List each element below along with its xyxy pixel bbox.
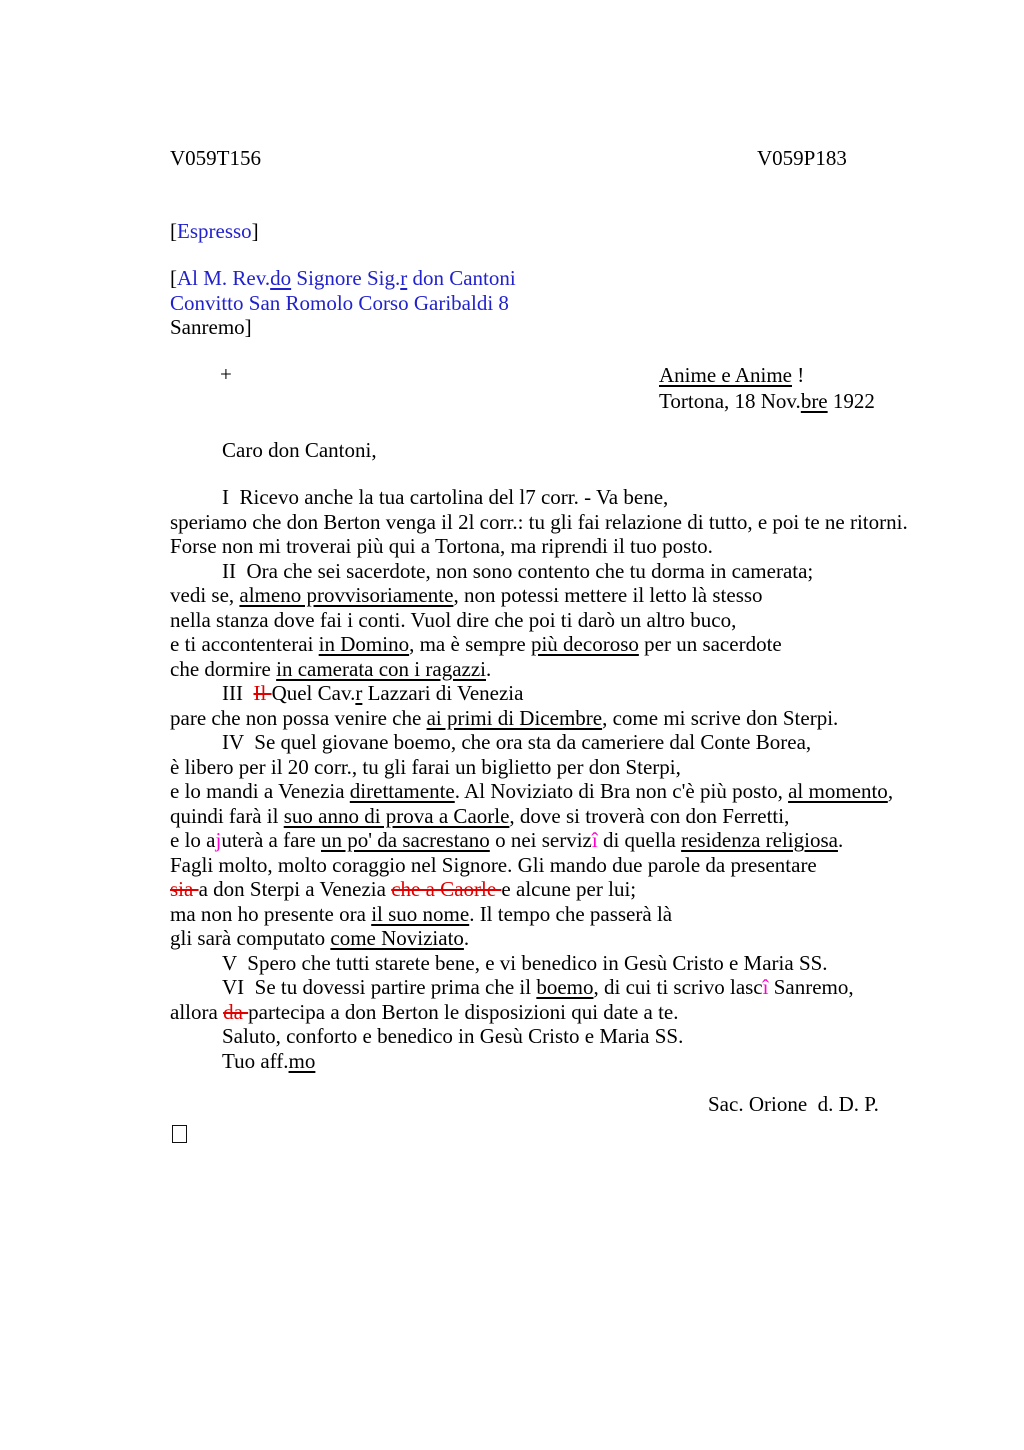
- struck-text: da: [223, 999, 249, 1024]
- text-run: !: [791, 363, 805, 387]
- text-run: e lo mandi a Venezia: [170, 779, 350, 803]
- text-run: III: [222, 681, 254, 705]
- underlined-text: boemo: [536, 975, 594, 999]
- text-run: II Ora che sei sacerdote, non sono contento che tu dorma in camerata;: [222, 558, 814, 583]
- text-run: I Ricevo anche la tua cartolina del l7 corr. - Va bene,: [222, 485, 669, 509]
- text-run: j: [215, 828, 222, 852]
- underlined-text: come Noviziato: [330, 926, 464, 950]
- text-run: , come mi scrive don Sterpi.: [602, 705, 839, 730]
- underlined-text: suo anno di prova a Caorle: [283, 803, 510, 828]
- underlined-text: ai primi di Dicembre: [426, 705, 603, 730]
- text-run: allora: [170, 999, 224, 1024]
- letter-line: [170, 755, 908, 780]
- text-run: e ti accontenterai: [170, 632, 319, 656]
- underlined-text: r: [400, 266, 408, 290]
- text-run: per un sacerdote: [638, 632, 782, 656]
- letter-line: [170, 1000, 908, 1025]
- struck-text: sia: [170, 877, 199, 901]
- underlined-text: mo: [288, 1048, 316, 1073]
- letter-line: [170, 730, 908, 755]
- text-run: î: [591, 828, 598, 852]
- letter-line: [170, 877, 908, 902]
- text-run: Forse non mi troverai più qui a Tortona, ma riprendi il tuo posto.: [170, 534, 713, 558]
- text-run: , ma è sempre: [409, 632, 531, 656]
- letter-line: [170, 706, 908, 731]
- motto-line: [659, 363, 804, 388]
- underlined-text: direttamente: [349, 779, 455, 803]
- underlined-text: almeno provvisoriamente: [239, 583, 454, 607]
- underlined-text: in Domino: [318, 632, 410, 656]
- letter-line: [170, 510, 908, 535]
- text-run: che dormire: [170, 656, 277, 681]
- text-run: è libero per il 20 corr., tu gli farai un biglietto per don Sterpi,: [170, 754, 681, 779]
- text-run: vedi se,: [170, 583, 240, 607]
- letter-line: [170, 853, 908, 878]
- letter-line: [170, 951, 908, 976]
- dateline: [659, 389, 875, 414]
- empty-square-glyph: [172, 1125, 187, 1143]
- text-run: o nei serviz: [489, 828, 592, 852]
- text-run: speriamo che don Berton venga il 2l corr.: tu gli fai relazione di tutto, e poi te ne ritorni.: [170, 509, 908, 534]
- text-run: pare che non possa venire che: [170, 705, 427, 730]
- struck-text: che a Caorle: [391, 877, 502, 901]
- underlined-text: più decoroso: [530, 632, 639, 656]
- letter-line: [170, 902, 908, 927]
- text-run: [: [170, 266, 177, 290]
- letter-line: [170, 1024, 908, 1049]
- text-run: Sanremo]: [170, 315, 252, 339]
- text-run: Tuo aff.: [222, 1048, 289, 1073]
- letter-line: [170, 828, 908, 853]
- text-run: .: [837, 828, 844, 852]
- letter-body: [170, 485, 908, 1073]
- text-run: e lo a: [170, 828, 216, 852]
- text-run: di quella: [597, 828, 682, 852]
- text-run: Lazzari di Venezia: [362, 681, 524, 705]
- text-run: gli sarà computato: [170, 926, 331, 950]
- text-run: VI Se tu dovessi partire prima che il: [222, 975, 537, 999]
- letter-line: [170, 485, 908, 510]
- text-run: Espresso: [177, 219, 252, 243]
- text-run: [: [170, 219, 177, 243]
- text-run: Fagli molto, molto coraggio nel Signore. Gli mando due parole da presentare: [170, 852, 817, 877]
- letter-line: [170, 534, 908, 559]
- underlined-text: r: [355, 681, 363, 705]
- text-run: ma non ho presente ora: [170, 901, 372, 926]
- text-run: , dove si troverà con don Ferretti,: [509, 803, 790, 828]
- text-run: partecipa a don Berton le disposizioni qui date a te.: [248, 999, 679, 1024]
- struck-text: Il: [253, 681, 272, 705]
- text-run: V Spero che tutti starete bene, e vi benedico in Gesù Cristo e Maria SS.: [222, 950, 828, 975]
- address-block: [170, 266, 516, 340]
- signature: Sac. Orione d. D. P.: [708, 1092, 879, 1116]
- text-run: Convitto San Romolo Corso Garibaldi 8: [170, 290, 509, 315]
- underlined-text: residenza religiosa: [681, 828, 838, 852]
- letter-line: [170, 804, 908, 829]
- letter-line: [170, 608, 908, 633]
- text-run: , di cui ti scrivo lasc: [593, 975, 763, 999]
- text-run: , non potessi mettere il letto là stesso: [453, 583, 763, 607]
- text-run: Al M. Rev.: [177, 266, 271, 290]
- underlined-text: un po' da sacrestano: [321, 828, 490, 852]
- document-code-right: V059P183: [757, 146, 847, 170]
- underlined-text: in camerata con i ragazzi: [276, 656, 486, 681]
- letter-line: [170, 583, 908, 608]
- letter-line: [170, 657, 908, 682]
- letter-line: [170, 1049, 908, 1074]
- text-run: uterà a fare: [221, 828, 321, 852]
- text-run: . Al Noviziato di Bra non c'è più posto,: [454, 779, 789, 803]
- address-line: [170, 266, 516, 291]
- text-run: . Il tempo che passerà là: [469, 901, 673, 926]
- letter-line: [170, 926, 908, 951]
- letter-line: [170, 559, 908, 584]
- text-run: IV Se quel giovane boemo, che ora sta da cameriere dal Conte Borea,: [222, 730, 812, 754]
- text-run: ]: [251, 219, 259, 243]
- text-run: .: [486, 656, 492, 681]
- underlined-text: bre: [800, 389, 828, 413]
- text-run: Tortona, 18 Nov.: [659, 389, 801, 413]
- letter-line: [170, 975, 908, 1000]
- text-run: nella stanza dove fai i conti. Vuol dire che poi ti darò un altro buco,: [170, 607, 737, 632]
- salutation: Caro don Cantoni,: [222, 438, 377, 462]
- text-run: quindi farà il: [170, 803, 284, 828]
- letter-line: [170, 681, 908, 706]
- text-run: î: [762, 975, 769, 999]
- text-run: a don Sterpi a Venezia: [198, 877, 392, 901]
- text-run: e alcune per lui;: [501, 877, 637, 901]
- espresso-annotation: [170, 219, 259, 244]
- letter-line: [170, 779, 908, 804]
- text-run: .: [463, 926, 470, 950]
- address-line: [170, 315, 516, 340]
- text-run: Sanremo,: [768, 975, 854, 999]
- letter-line: [170, 632, 908, 657]
- underlined-text: Anime e Anime: [659, 363, 792, 387]
- text-run: Quel Cav.: [271, 681, 356, 705]
- text-run: don Cantoni: [407, 266, 516, 290]
- address-line: [170, 291, 516, 316]
- document-code-left: V059T156: [170, 146, 261, 170]
- underlined-text: al momento: [788, 779, 888, 803]
- text-run: 1922: [827, 389, 875, 413]
- text-run: Signore Sig.: [291, 266, 401, 290]
- underlined-text: il suo nome: [371, 901, 470, 926]
- text-run: Saluto, conforto e benedico in Gesù Cristo e Maria SS.: [222, 1024, 684, 1048]
- cross-sign: +: [220, 362, 232, 386]
- underlined-text: do: [270, 266, 292, 290]
- text-run: ,: [887, 779, 894, 803]
